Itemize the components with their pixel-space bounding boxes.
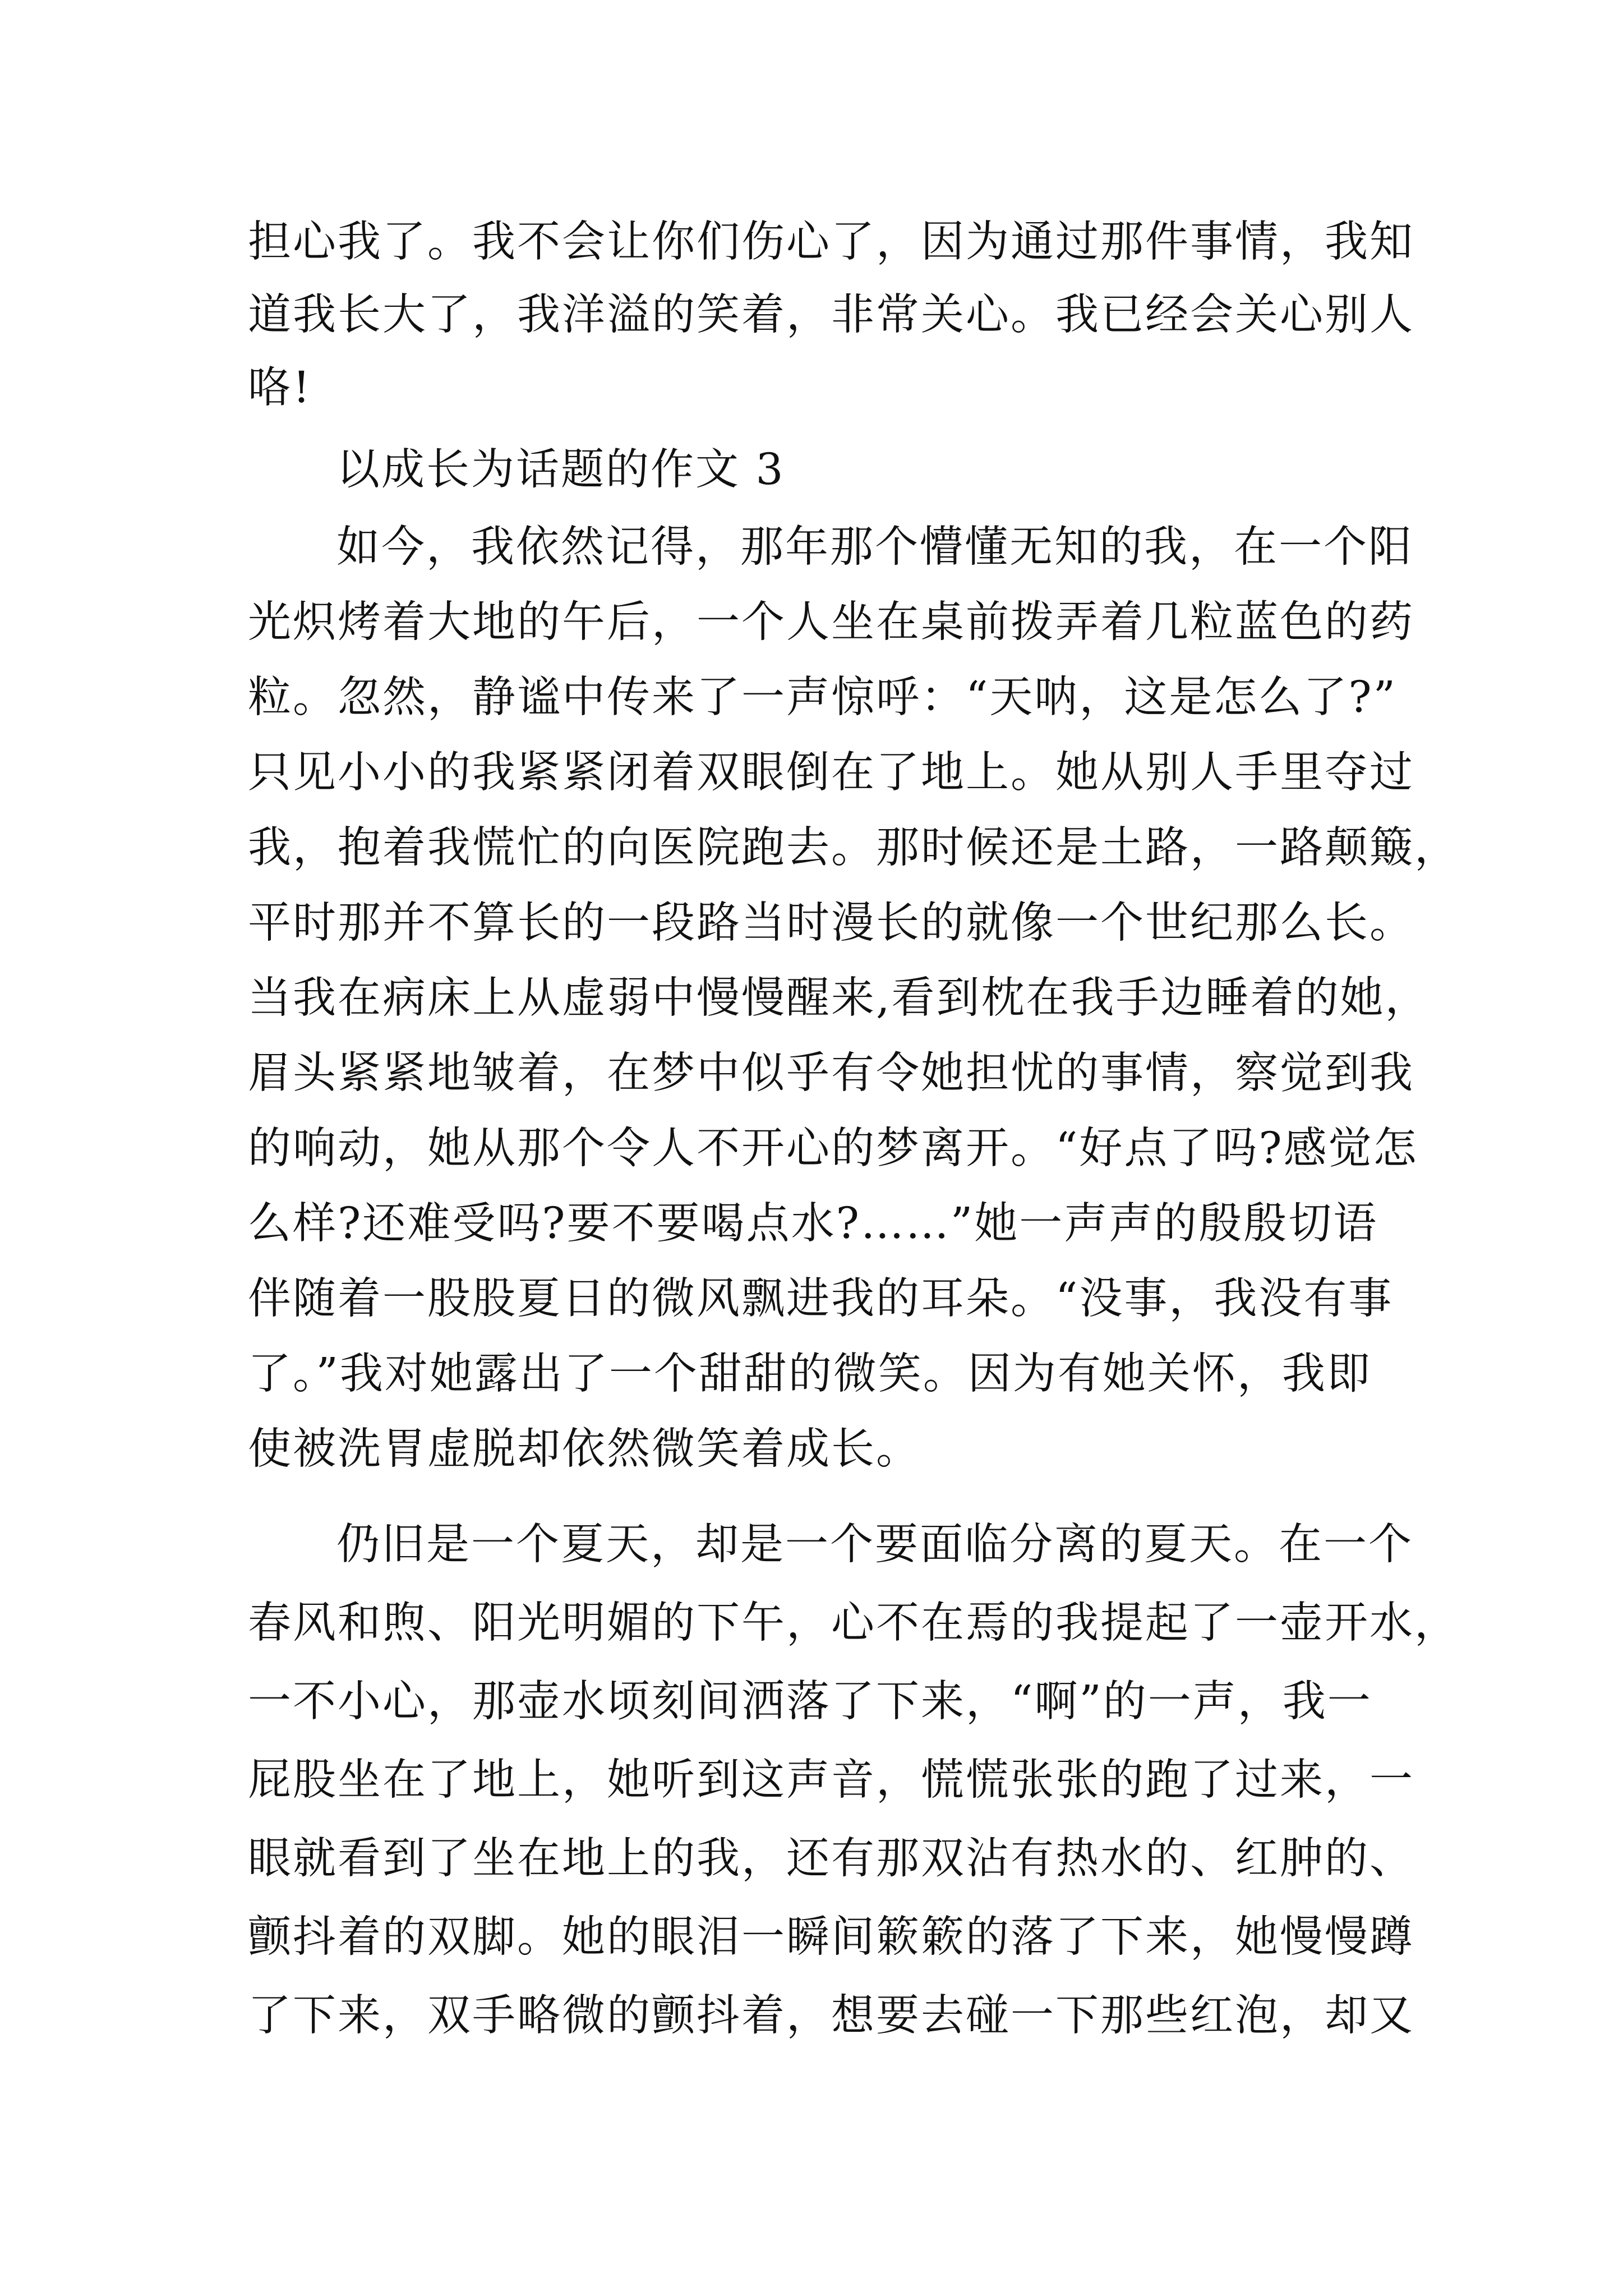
text-line: 光炽烤着大地的午后，一个人坐在桌前拨弄着几粒蓝色的药 — [248, 597, 1414, 647]
text-line: 担心我了。我不会让你们伤心了，因为通过那件事情，我知 — [248, 217, 1414, 267]
text-line: 当我在病床上从虚弱中慢慢醒来,看到枕在我手边睡着的她， — [248, 973, 1430, 1023]
text-line: 了下来，双手略微的颤抖着，想要去碰一下那些红泡，却又 — [248, 1991, 1414, 2041]
text-line: 咯! — [248, 363, 312, 413]
text-line: 平时那并不算长的一段路当时漫长的就像一个世纪那么长。 — [248, 898, 1414, 948]
paragraph-first-line: 仍旧是一个夏天，却是一个要面临分离的夏天。在一个 — [336, 1520, 1413, 1570]
text-line: 眉头紧紧地皱着，在梦中似乎有令她担忧的事情，察觉到我 — [248, 1048, 1414, 1098]
text-line: 我，抱着我慌忙的向医院跑去。那时候还是土路，一路颠簸， — [248, 823, 1459, 873]
text-line: 么样?还难受吗?要不要喝点水?……”她一声声的殷殷切语 — [248, 1199, 1378, 1249]
text-line: 眼就看到了坐在地上的我，还有那双沾有热水的、红肿的、 — [248, 1834, 1414, 1884]
text-line: 只见小小的我紧紧闭着双眼倒在了地上。她从别人手里夺过 — [248, 748, 1414, 798]
text-line: 了。”我对她露出了一个甜甜的微笑。因为有她关怀，我即 — [248, 1349, 1372, 1399]
text-line: 粒。忽然，静谧中传来了一声惊呼：“天呐，这是怎么了?” — [248, 673, 1398, 723]
text-line: 的响动，她从那个令人不开心的梦离开。“好点了吗?感觉怎 — [248, 1124, 1418, 1174]
section-heading: 以成长为话题的作文 3 — [336, 445, 785, 495]
paragraph-first-line: 如今，我依然记得，那年那个懵懂无知的我，在一个阳 — [336, 522, 1413, 572]
text-line: 春风和煦、阳光明媚的下午，心不在焉的我提起了一壶开水， — [248, 1598, 1459, 1648]
text-line: 颤抖着的双脚。她的眼泪一瞬间簌簌的落了下来，她慢慢蹲 — [248, 1912, 1414, 1962]
text-line: 一不小心，那壶水顷刻间洒落了下来，“啊”的一声，我一 — [248, 1677, 1372, 1727]
text-line: 伴随着一股股夏日的微风飘进我的耳朵。“没事，我没有事 — [248, 1274, 1394, 1324]
text-line: 屁股坐在了地上，她听到这声音，慌慌张张的跑了过来，一 — [248, 1755, 1414, 1805]
text-line: 使被洗胃虚脱却依然微笑着成长。 — [248, 1424, 921, 1474]
text-line: 道我长大了，我洋溢的笑着，非常关心。我已经会关心别人 — [248, 290, 1414, 340]
